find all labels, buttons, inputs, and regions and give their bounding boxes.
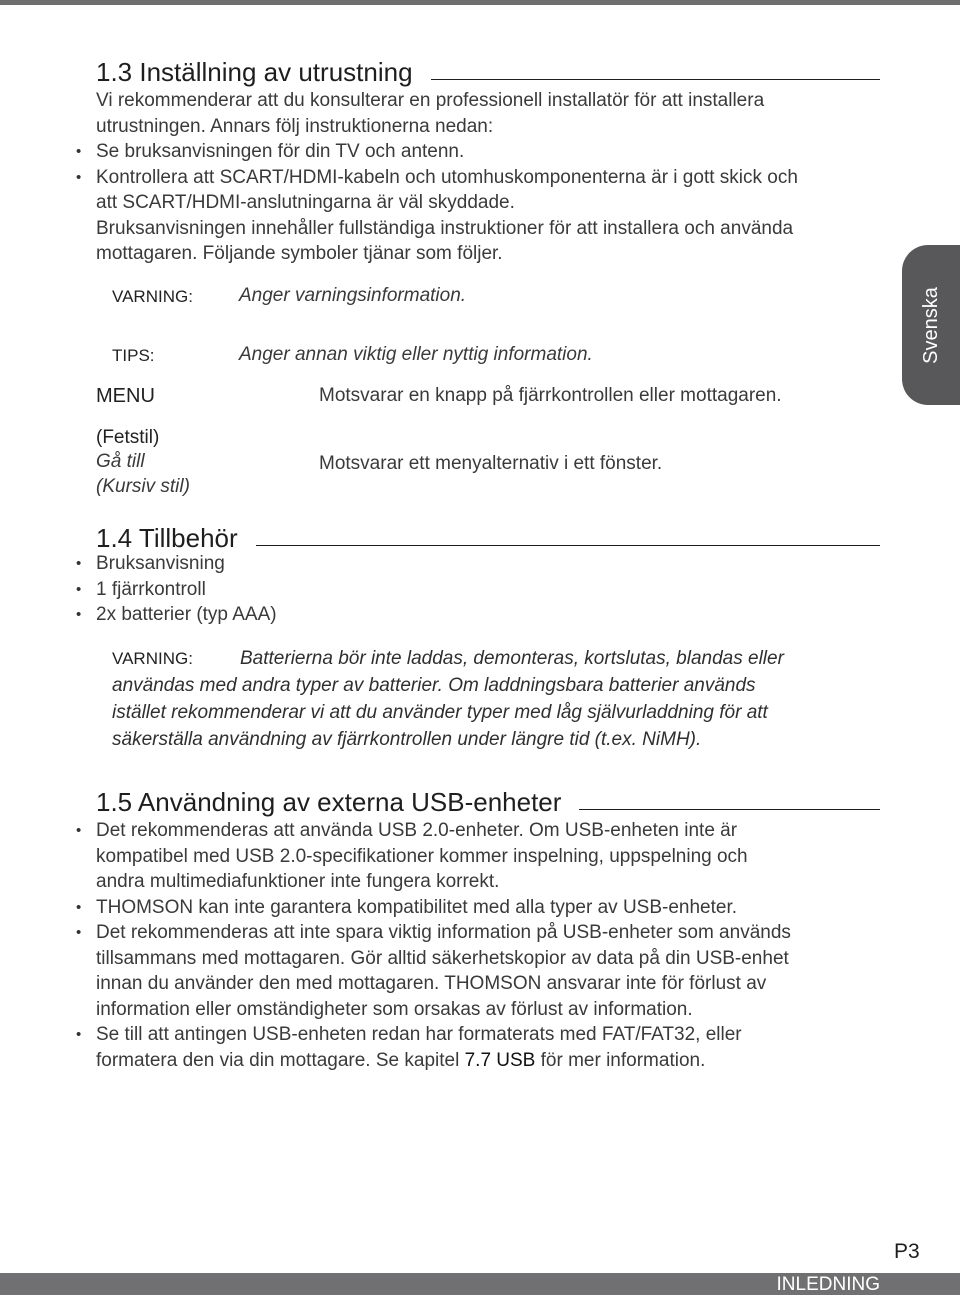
chapter-reference-link[interactable]: 7.7 USB	[464, 1049, 536, 1071]
fetstil-label: (Fetstil)	[96, 427, 160, 448]
intro-line-1: Vi rekommenderar att du konsulterar en professionell installatör för att installera	[96, 90, 765, 111]
accessory-item: • Bruksanvisning	[96, 551, 886, 577]
kursiv-label: (Kursiv stil)	[96, 476, 190, 497]
page-number: P3	[894, 1240, 920, 1263]
usb-bullet-1: • Det rekommenderas att använda USB 2.0-enheter. Om USB-enheten inte är	[96, 818, 886, 844]
ga-till-label: Gå till	[96, 451, 145, 472]
usb-bullet-3-cont: information eller omständigheter som orsakas av förlust av information.	[96, 998, 693, 1020]
intro-line-2: utrustningen. Annars följ instruktionerna nedan:	[96, 115, 494, 137]
usb-bullet-4-cont	[96, 1048, 886, 1074]
goto-desc: Motsvarar ett menyalternativ i ett fönster.	[319, 453, 663, 474]
setup-bullet-2: • Kontrollera att SCART/HDMI-kabeln och utomhuskomponenterna är i gott skick och	[96, 165, 886, 191]
usb-bullet-1-cont: kompatibel med USB 2.0-specifikationer kommer inspelning, uppspelning och	[96, 845, 748, 867]
battery-warning-label: VARNING:	[112, 649, 193, 668]
manual-line-1: Bruksanvisningen innehåller fullständiga instruktioner för att installera och använda	[96, 217, 794, 239]
battery-warning-line-2: användas med andra typer av batterier. Om laddningsbara batterier används	[112, 675, 756, 696]
section-1-4-heading: 1.4 Tillbehör	[96, 523, 238, 553]
tips-label: TIPS:	[112, 346, 155, 365]
heading-rule	[579, 809, 880, 810]
setup-bullet-1: • Se bruksanvisningen för din TV och antenn.	[96, 139, 886, 165]
section-1-5-heading-row	[96, 788, 880, 816]
heading-rule	[256, 545, 880, 546]
usb-bullet-4-text: för mer information.	[535, 1049, 706, 1071]
language-side-tab	[902, 245, 960, 405]
section-1-4-heading-row	[96, 524, 880, 552]
section-1-3-heading: 1.3 Inställning av utrustning	[96, 57, 413, 87]
usb-bullet-3-cont: innan du använder den med mottagaren. THOMSON ansvarar inte för förlust av	[96, 973, 767, 994]
battery-warning-line-1: Batterierna bör inte laddas, demonteras, kortslutas, blandas eller	[240, 648, 784, 669]
tips-desc: Anger annan viktig eller nyttig information.	[239, 344, 593, 365]
usb-bullet-1-cont: andra multimediafunktioner inte fungera korrekt.	[96, 871, 500, 892]
accessory-item: • 2x batterier (typ AAA)	[96, 602, 886, 628]
varning-label: VARNING:	[112, 287, 193, 306]
menu-label: MENU	[96, 385, 155, 407]
language-tab-label: Svenska	[919, 286, 942, 364]
usb-bullet-4: • Se till att antingen USB-enheten redan har formaterats med FAT/FAT32, eller	[96, 1022, 886, 1048]
manual-line-2: mottagaren. Följande symboler tjänar som följer.	[96, 243, 503, 264]
section-1-5-heading: 1.5 Användning av externa USB-enheter	[96, 787, 562, 817]
usb-bullet-3-cont: tillsammans med mottagaren. Gör alltid säkerhetskopior av data på din USB-enhet	[96, 947, 789, 969]
footer-section-label: INLEDNING	[776, 1274, 880, 1295]
battery-warning-line-4: säkerställa användning av fjärrkontrollen under längre tid (t.ex. NiMH).	[112, 729, 702, 750]
setup-bullet-2-cont: att SCART/HDMI-anslutningarna är väl skyddade.	[96, 192, 515, 213]
usb-bullet-2: • THOMSON kan inte garantera kompatibilitet med alla typer av USB-enheter.	[96, 895, 886, 921]
menu-desc: Motsvarar en knapp på fjärrkontrollen eller mottagaren.	[319, 385, 782, 406]
battery-warning	[112, 645, 852, 753]
battery-warning-line-3: istället rekommenderar vi att du använder typer med låg självurladdning för att	[112, 702, 768, 723]
usb-bullet-3: • Det rekommenderas att inte spara viktig information på USB-enheter som används	[96, 920, 886, 946]
heading-rule	[431, 79, 880, 80]
section-1-3-heading-row	[96, 58, 880, 86]
varning-desc: Anger varningsinformation.	[239, 285, 467, 306]
accessory-item: • 1 fjärrkontroll	[96, 577, 886, 603]
usb-bullet-4-text: formatera den via din mottagare. Se kapitel	[96, 1049, 465, 1071]
